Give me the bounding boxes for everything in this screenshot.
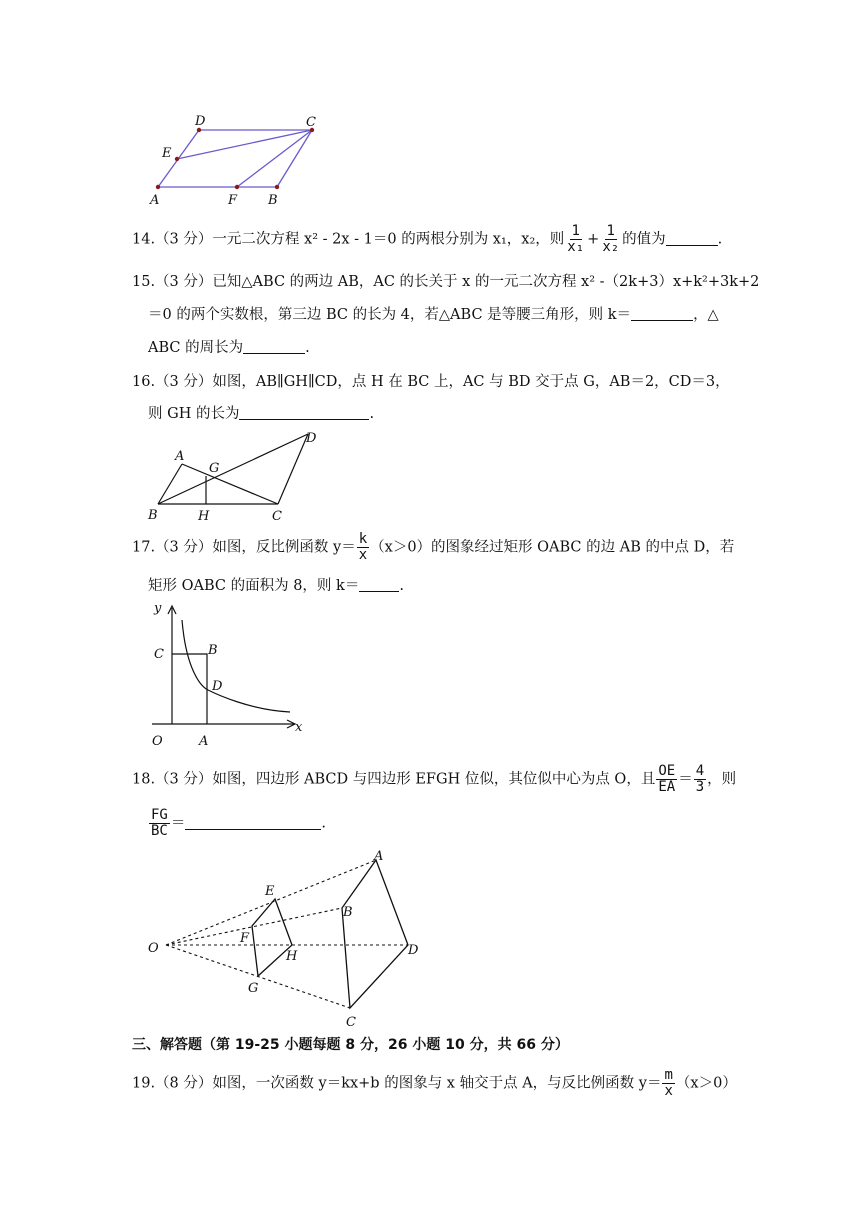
fraction-4-over-3: $\frac{4}{3}$ bbox=[695, 763, 705, 795]
figure-q17-graph bbox=[140, 598, 315, 748]
answer-blank-15-perimeter[interactable] bbox=[243, 339, 305, 354]
label-H: H bbox=[198, 509, 210, 524]
label-G: G bbox=[209, 461, 220, 476]
question-14: 14.（3 分）一元二次方程 x² - 2x - 1＝0 的两根分别为 x₁，x₂，则 $\frac{1}{\text{x₁}}$ + $\frac{1}{\text{x₂}}$ 的值为 . bbox=[132, 223, 723, 255]
label-A: A bbox=[374, 849, 384, 864]
question-17-line2: 矩形 OABC 的面积为 8，则 k＝ . bbox=[148, 578, 404, 594]
label-B: B bbox=[343, 905, 353, 920]
label-B: B bbox=[208, 643, 218, 658]
question-15-line3: ABC 的周长为 . bbox=[148, 340, 310, 356]
label-H: H bbox=[286, 949, 298, 964]
fraction-1-over-x1: $\frac{1}{\text{x₁}}$ bbox=[567, 223, 585, 255]
figure-q16 bbox=[140, 426, 330, 526]
question-19: 19.（8 分）如图，一次函数 y＝kx+b 的图象与 x 轴交于点 A，与反比例函数 y＝ $\frac{m}{x}$ （x＞0） bbox=[132, 1067, 737, 1099]
label-C: C bbox=[306, 115, 316, 130]
label-A: A bbox=[199, 734, 209, 749]
label-O: O bbox=[152, 734, 163, 749]
fraction-1-over-x2: $\frac{1}{\text{x₂}}$ bbox=[602, 223, 620, 255]
label-C: C bbox=[154, 647, 164, 662]
label-O: O bbox=[148, 941, 159, 956]
label-D: D bbox=[306, 431, 317, 446]
question-15-line2: ＝0 的两个实数根，第三边 BC 的长为 4，若△ABC 是等腰三角形，则 k＝ ，△ bbox=[148, 307, 719, 323]
label-D: D bbox=[408, 943, 419, 958]
figure-q13-parallelogram bbox=[140, 112, 340, 212]
label-A: A bbox=[150, 193, 160, 208]
label-E: E bbox=[162, 146, 172, 161]
answer-blank-17[interactable] bbox=[359, 577, 399, 592]
label-E: E bbox=[265, 884, 275, 899]
label-F: F bbox=[240, 931, 250, 946]
question-18: 18.（3 分）如图，四边形 ABCD 与四边形 EFGH 位似，其位似中心为点 O，且 $\frac{OE}{EA}$ ＝ $\frac{4}{3}$ ，则 bbox=[132, 763, 737, 795]
label-C: C bbox=[272, 509, 282, 524]
label-B: B bbox=[268, 193, 278, 208]
label-A: A bbox=[175, 449, 185, 464]
question-15: 15.（3 分）已知△ABC 的两边 AB，AC 的长关于 x 的一元二次方程 x² -（2k+3）x+k²+3k+2 bbox=[132, 274, 760, 290]
label-C: C bbox=[346, 1015, 356, 1030]
label-F: F bbox=[228, 193, 238, 208]
question-16: 16.（3 分）如图，AB∥GH∥CD，点 H 在 BC 上，AC 与 BD 交于点 G，AB＝2，CD＝3， bbox=[132, 374, 730, 390]
label-G: G bbox=[248, 981, 259, 996]
fraction-FG-over-BC: $\frac{FG}{BC}$ bbox=[151, 807, 168, 839]
answer-blank-18[interactable] bbox=[185, 815, 321, 830]
question-17: 17.（3 分）如图，反比例函数 y＝ $\frac{k}{x}$ （x＞0）的图象经过矩形 OABC 的边 AB 的中点 D，若 bbox=[132, 531, 735, 563]
label-B: B bbox=[148, 508, 158, 523]
fraction-m-over-x: $\frac{m}{x}$ bbox=[664, 1067, 673, 1099]
fraction-k-over-x: $\frac{k}{x}$ bbox=[358, 531, 368, 563]
label-y: y bbox=[154, 601, 162, 616]
figure-q18-homothety bbox=[140, 848, 440, 1030]
label-D: D bbox=[212, 679, 223, 694]
label-D: D bbox=[195, 114, 206, 129]
answer-blank-16[interactable] bbox=[239, 405, 369, 420]
question-18-line2: $\frac{FG}{BC}$ ＝ . bbox=[151, 807, 326, 839]
answer-blank-15-k[interactable] bbox=[631, 306, 693, 321]
label-x: x bbox=[295, 720, 303, 735]
question-16-line2: 则 GH 的长为 . bbox=[148, 406, 375, 422]
answer-blank-14[interactable] bbox=[666, 231, 718, 246]
section-heading-3: 三、解答题（第 19-25 小题每题 8 分，26 小题 10 分，共 66 分） bbox=[132, 1037, 569, 1053]
fraction-OE-over-EA: $\frac{OE}{EA}$ bbox=[658, 763, 676, 795]
